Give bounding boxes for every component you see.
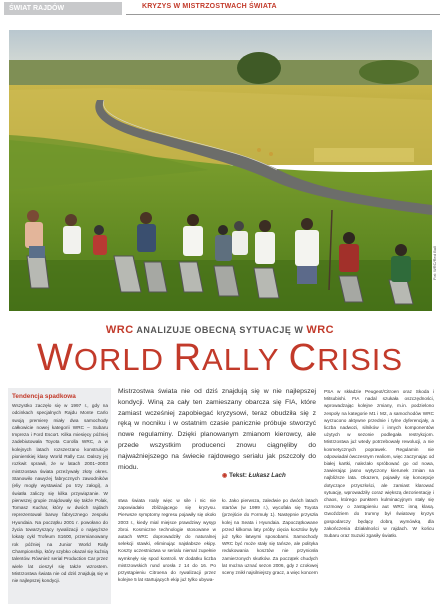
sidebar-text: Wszystko zaczęło się w 1997 r., gdy na odcinkach specjalnych Rajdu Monte Carlo swoją premierę miały dwa samochody całkowicie nowej kategorii WRC – Subaru Impreza i Ford Escort. Kilka miesięcy później zadebiutowała Toyota Corolla WRC, a w kolejnych latach rozszerzano konstrukcje pionierskiej klasy World Rally Car. Dalszy jej rozkwit sprawił, że w latach 2001–2003 mistrzostwa świata przeżywały złoty okres. Stanowiło nawyżej fabrycznych zawodników (eliy mogły wystawiać po trzy załogi), a światła zaliczy się kilka przywiązanie. W pierwszej grupie znajdowały się także Polak, Tomasz Kuchar, który w dwóch rajdach reprezentował barwy fabrycznego zespołu Hyundaia. Na początku 2001 r. powołano do życia towarzyszący rywalizacji o najwyższe lokaty cykl Trofeum S1600, przemianowany rok później na Junior World Rally Championship, który szybko okazał się kuźnią talentów. Również serial Production Car przez wiele lat cieszył się także wzrostem. Mistrzostwa świata nie od dziś znajdują się w nie najlepszej kondycji. [12, 403, 108, 584]
sidebar-heading: Tendencja spadkowa [12, 393, 76, 400]
rally-spectators-photo [9, 30, 432, 311]
article-column-4: PSA w składzie Peugeot/Citroen oraz Skoda i Mitsubishi. FIA nadal szukała oszczędności, wprowadzając kolejne zmiany, m.in. podzielono zespoły na kategorie M1 i M2, a samochodów WRC wyrzucono aktywne przednie i tylne dyferencjały, a liczba nadwozi, silników i innych komponentów użytych w sezonie podlegała restrykcjom. Mistrzostwa już wtedy potrzebowały rewolucji, a nie kosmetycznych poprawek. Regulamin nie odpowiadał ówczesnym realiom, więc zaczynając od białej kartki, należało spróbować go od nowa, zawierając jasno wytyczony kierunek zmian na najbliższe lata. Okazem, pojawiły się koncepcje dotyczące przyszłości, ale zamiast klarować sytuację, wprowadziły coraz większą dezorientację i chaos, którego punktem kulminacyjnym stały się rozmowy o zastąpieniu aut WRC inną klasą. Gwoździem do trumny był światowy kryzys gospodarczy będący dobrą wymówką dla zakończenia działalności w rajdach. W końcu Subaru oraz Suzuki zgasiły światło. [324, 389, 434, 539]
header-rule [126, 14, 440, 15]
section-tag: ŚWIAT RAJDÓW [4, 2, 122, 15]
header-kicker: KRYZYS W MISTRZOSTWACH ŚWIATA [142, 3, 277, 10]
article-title: WORLD RALLY CRISIS [36, 337, 404, 379]
article-lead: Mistrzostwa świata nie od dziś znajdują się w nie najlepszej kondycji. Winą za cały ten zamieszany obarcza się FIA, które zamiast wcześniej zapobiegać kryzysowi, teraz obudziła się z ręką w nocniku i w ostatnim czasie panicznie próbuje stworzyć nowe regulaminy. Dzięki planowanym zmianom kierowcy, ale przede wszystkim producenci znowu ciągnęliby do najważniejszego na świecie rajdowego serialu jak pszczoły do miodu. [118, 388, 316, 471]
article-subtitle: WRC ANALIZUJE OBECNĄ SYTUACJĘ W WRC [105, 324, 335, 336]
page-header [0, 0, 440, 16]
author-credit: ◉ Tekst: Łukasz Lach [222, 472, 286, 479]
photo-credit: Fot: WRC/Red Bull [432, 246, 437, 280]
article-column-3: ło. Jako pierwsza, zaledwie po dwóch latach startów (w 1999 r.), wycofała się Toyota (przejście do Formuły 1). Następnie przyszła kolej na Seata i Hyundaia. Zapoczątkowane przed kilkoma laty próby cięcia kosztów były już tylko łatwymi sposobami. Samochody WRC być może stały się tańsze, ale polityka redukowania kosztów nie przyniosła zamierzonych skutków. Za początek chudych lat można uznać sezon 2006, gdy z czołowej sceny znikł najsilniejszy gracz, a więc koncern [222, 498, 318, 576]
article-column-2: stwa świata roaly więc w sile i nic nie zapowiadało zbliżającego się kryzysu. Pierwsze symptomy regresu pojawiły się około 2003 r., kiedy mial miejsce prawdziwy wysyp zbroi. Kosmiczne technologie stosowane w autach WRC doprowadziły do naturalnej selekcji stawki, eliminując najsłabsze ekipy. Koszty uczestnictwa w serialu niemal zupełnie wymknęły się spod kontroli. W dodatku liczba mistrzowskich rund urosła z 14 do 16. Po przystąpieniu Citroena do rywalizacji przez kolejne 5 lat startujących ekip już tylko ubywa- [118, 498, 216, 583]
